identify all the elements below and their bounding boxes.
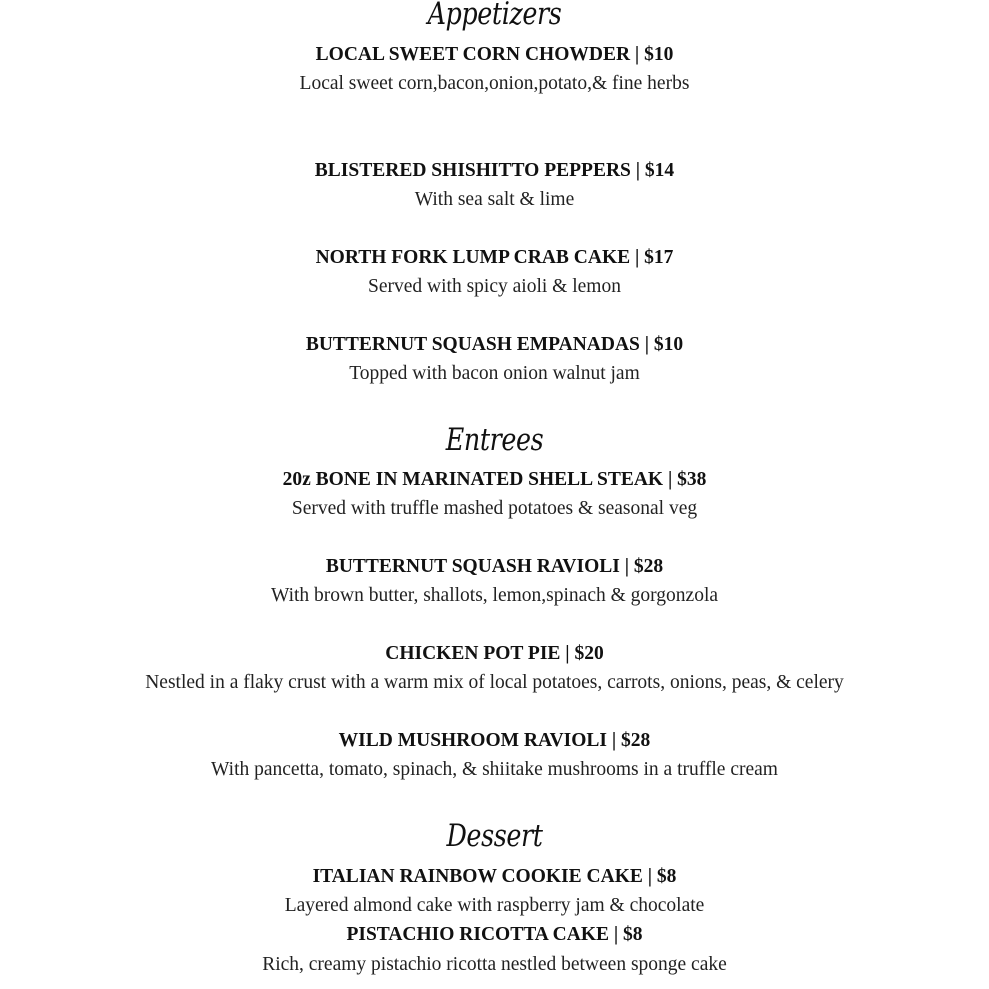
- menu-item-description: With brown butter, shallots, lemon,spinach & gorgonzola: [270, 585, 719, 606]
- menu-item-name: WILD MUSHROOM RAVIOLI | $28: [338, 730, 651, 751]
- menu-item-description: With pancetta, tomato, spinach, & shiitake mushrooms in a truffle cream: [211, 759, 778, 780]
- menu-item-name: ITALIAN RAINBOW COOKIE CAKE | $8: [312, 866, 677, 887]
- menu-item-description: Served with spicy aioli & lemon: [368, 276, 621, 297]
- menu-item-description: Nestled in a flaky crust with a warm mix of local potatoes, carrots, onions, peas, & celery: [145, 672, 844, 693]
- menu-item-description: Served with truffle mashed potatoes & seasonal veg: [291, 498, 698, 519]
- section-title-entrees: Entrees: [445, 422, 544, 458]
- section-title-appetizers: Appetizers: [427, 0, 562, 32]
- menu-item-description: Topped with bacon onion walnut jam: [349, 363, 640, 384]
- menu-item-name: BLISTERED SHISHITTO PEPPERS | $14: [314, 160, 675, 181]
- section-title-dessert: Dessert: [446, 818, 543, 854]
- menu-item-name: CHICKEN POT PIE | $20: [385, 643, 604, 664]
- menu-item-name: LOCAL SWEET CORN CHOWDER | $10: [315, 44, 674, 65]
- menu-item-name: 20z BONE IN MARINATED SHELL STEAK | $38: [282, 469, 707, 490]
- menu-item-name: BUTTERNUT SQUASH EMPANADAS | $10: [305, 334, 684, 355]
- menu-item-name: PISTACHIO RICOTTA CAKE | $8: [346, 924, 643, 945]
- menu-item-description: With sea salt & lime: [414, 189, 575, 210]
- menu-item-description: Layered almond cake with raspberry jam & chocolate: [284, 895, 705, 916]
- menu-item-name: NORTH FORK LUMP CRAB CAKE | $17: [315, 247, 674, 268]
- menu-item-description: Local sweet corn,bacon,onion,potato,& fine herbs: [299, 73, 690, 94]
- menu-item-description: Rich, creamy pistachio ricotta nestled between sponge cake: [262, 954, 727, 975]
- menu-item-name: BUTTERNUT SQUASH RAVIOLI | $28: [325, 556, 664, 577]
